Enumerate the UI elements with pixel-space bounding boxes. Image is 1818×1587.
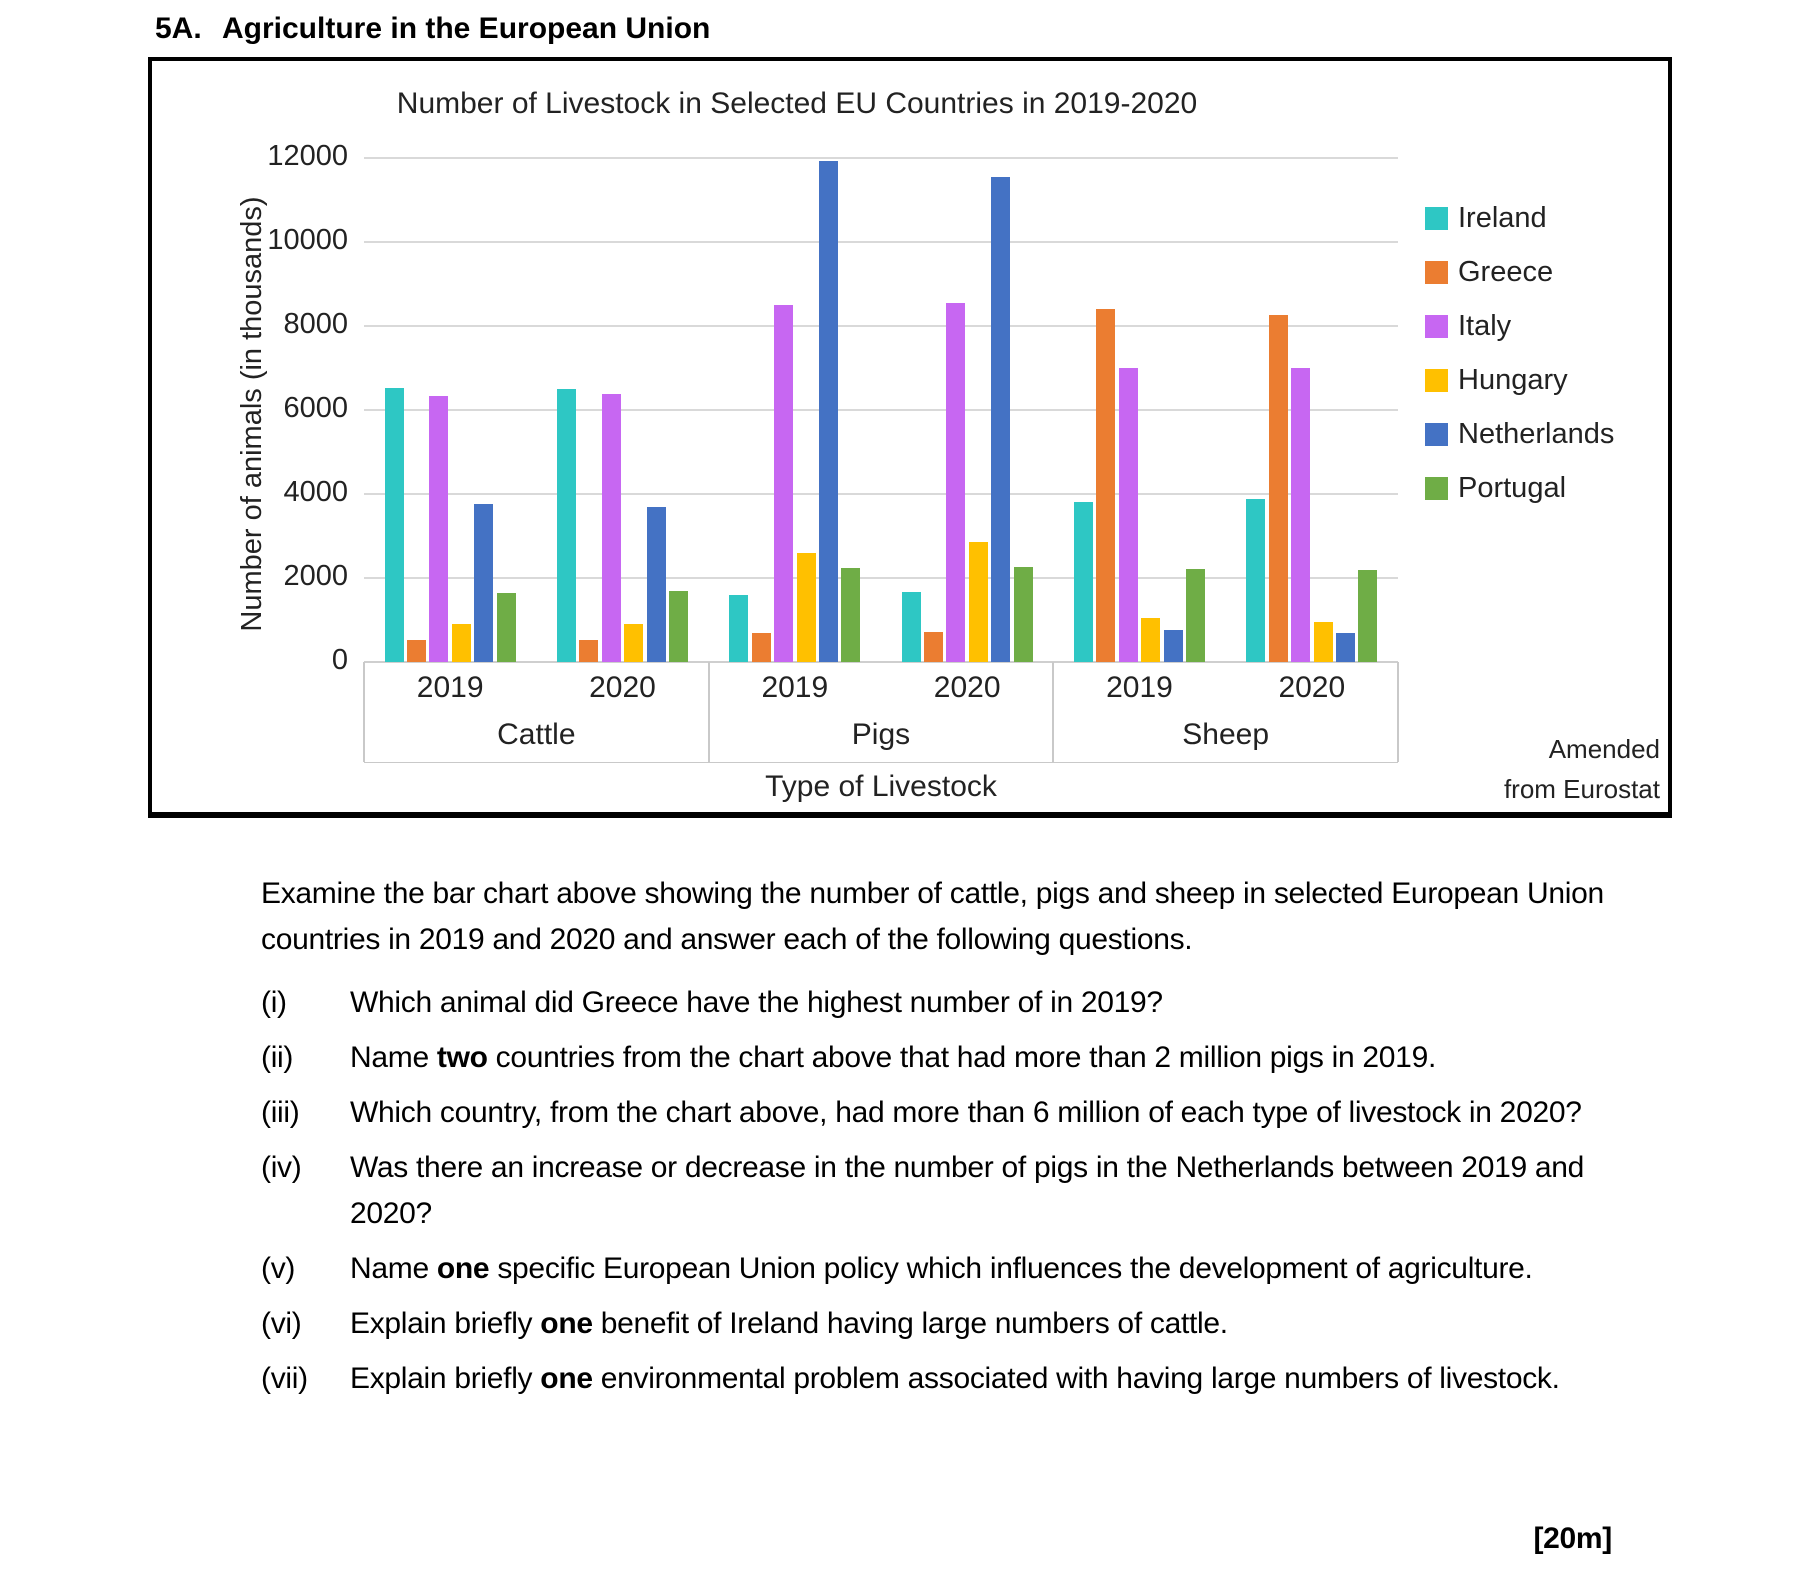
question-label: (iii)	[261, 1096, 300, 1129]
x-group-label-cattle: Cattle	[497, 718, 576, 751]
bar-greece-pigs-2019	[752, 633, 771, 662]
legend-entry-netherlands	[1425, 407, 1614, 461]
bar-hungary-sheep-2020	[1314, 622, 1333, 662]
legend-swatch-italy	[1425, 315, 1448, 338]
question-item-i	[261, 980, 1621, 1026]
question-label: (iv)	[261, 1151, 302, 1184]
question-label: (vii)	[261, 1362, 308, 1395]
bar-ireland-sheep-2020	[1246, 499, 1265, 662]
x-tick-year-sheep-2019: 2019	[1106, 671, 1173, 704]
x-tick-year-pigs-2019: 2019	[761, 671, 829, 704]
question-text: Name one specific European Union policy which influences the development of agriculture.	[350, 1252, 1533, 1285]
gridline-8000	[364, 325, 1398, 327]
gridline-10000	[364, 241, 1398, 243]
bar-netherlands-sheep-2020	[1336, 633, 1355, 662]
bar-italy-cattle-2020	[602, 394, 621, 662]
legend-swatch-portugal	[1425, 477, 1448, 500]
legend-entry-italy	[1425, 299, 1614, 353]
legend-label-ireland: Ireland	[1458, 201, 1547, 234]
legend-label-hungary: Hungary	[1458, 363, 1568, 396]
bar-portugal-sheep-2019	[1186, 569, 1205, 662]
gridline-2000	[364, 577, 1398, 579]
y-tick-label-4000: 4000	[283, 476, 348, 508]
question-block	[261, 871, 1621, 1411]
bar-greece-sheep-2019	[1096, 309, 1115, 662]
bar-portugal-cattle-2019	[497, 593, 516, 662]
bar-italy-pigs-2020	[946, 303, 965, 662]
axis-table-bottom-line	[364, 762, 1398, 763]
bar-greece-cattle-2019	[407, 640, 426, 662]
question-text: Which country, from the chart above, had more than 6 million of each type of livestock in 2020?	[350, 1096, 1582, 1129]
legend-label-greece: Greece	[1458, 255, 1554, 288]
bar-hungary-sheep-2019	[1141, 618, 1160, 662]
question-text: Name two countries from the chart above that had more than 2 million pigs in 2019.	[350, 1041, 1436, 1074]
bar-ireland-pigs-2019	[729, 595, 748, 662]
bar-portugal-sheep-2020	[1358, 570, 1377, 662]
bar-greece-cattle-2020	[579, 640, 598, 662]
gridline-0	[364, 661, 1398, 663]
legend-label-portugal: Portugal	[1458, 471, 1567, 504]
source-note-line1: Amended	[1548, 734, 1660, 764]
bar-hungary-pigs-2019	[797, 553, 816, 662]
marks-badge: [20m]	[1533, 1522, 1612, 1555]
question-item-v	[261, 1246, 1621, 1292]
question-text: Which animal did Greece have the highest number of in 2019?	[350, 986, 1163, 1019]
bar-greece-sheep-2020	[1269, 315, 1288, 662]
y-tick-label-0: 0	[331, 644, 348, 676]
bar-chart	[148, 57, 1672, 818]
gridline-12000	[364, 157, 1398, 159]
legend-label-netherlands: Netherlands	[1458, 417, 1615, 450]
question-list	[261, 980, 1621, 1402]
question-text: Was there an increase or decrease in the number of pigs in the Netherlands between 2019 and 2020?	[350, 1151, 1585, 1230]
bar-italy-cattle-2019	[429, 396, 448, 662]
question-item-iii	[261, 1090, 1621, 1136]
source-note-line2: from Eurostat	[1503, 774, 1660, 804]
question-text: Explain briefly one environmental problem associated with having large numbers of livestock.	[350, 1362, 1560, 1395]
page-title: Agriculture in the European Union	[222, 12, 711, 45]
bar-portugal-pigs-2020	[1014, 567, 1033, 662]
legend-label-italy: Italy	[1458, 309, 1512, 342]
bar-ireland-cattle-2020	[557, 389, 576, 662]
bar-netherlands-pigs-2019	[819, 161, 838, 662]
question-item-vii	[261, 1356, 1621, 1402]
x-group-label-sheep: Sheep	[1182, 718, 1270, 751]
bar-ireland-cattle-2019	[385, 388, 404, 662]
y-tick-label-8000: 8000	[283, 308, 348, 340]
legend-entry-greece	[1425, 245, 1614, 299]
question-label: (ii)	[261, 1041, 294, 1074]
legend-swatch-greece	[1425, 261, 1448, 284]
question-number: 5A.	[155, 12, 202, 45]
bar-italy-sheep-2020	[1291, 368, 1310, 662]
question-item-vi	[261, 1301, 1621, 1347]
question-label: (vi)	[261, 1307, 302, 1340]
x-axis-title: Type of Livestock	[765, 770, 997, 803]
bar-portugal-pigs-2019	[841, 568, 860, 662]
bar-hungary-cattle-2020	[624, 624, 643, 662]
y-tick-label-2000: 2000	[283, 560, 348, 592]
x-tick-year-pigs-2020: 2020	[933, 671, 1001, 704]
legend-entry-hungary	[1425, 353, 1614, 407]
bar-hungary-cattle-2019	[452, 624, 471, 662]
question-label: (i)	[261, 986, 287, 1019]
bar-italy-sheep-2019	[1119, 368, 1138, 662]
question-item-ii	[261, 1035, 1621, 1081]
chart-legend	[1425, 191, 1614, 515]
question-text: Explain briefly one benefit of Ireland having large numbers of cattle.	[350, 1307, 1228, 1340]
x-tick-year-cattle-2019: 2019	[416, 671, 484, 704]
x-tick-year-cattle-2020: 2020	[589, 671, 656, 704]
legend-entry-portugal	[1425, 461, 1614, 515]
bar-netherlands-cattle-2019	[474, 504, 493, 662]
bar-netherlands-cattle-2020	[647, 507, 666, 662]
legend-swatch-hungary	[1425, 369, 1448, 392]
legend-entry-ireland	[1425, 191, 1614, 245]
y-axis-title: Number of animals (in thousands)	[236, 196, 268, 632]
question-item-iv	[261, 1145, 1621, 1237]
y-tick-label-12000: 12000	[267, 140, 348, 172]
bar-netherlands-pigs-2020	[991, 177, 1010, 662]
intro-paragraph: Examine the bar chart above showing the number of cattle, pigs and sheep in selected European Union countries in 2019 and 2020 and answer each of the following questions.	[261, 877, 1604, 956]
bar-portugal-cattle-2020	[669, 591, 688, 662]
chart-title: Number of Livestock in Selected EU Countries in 2019-2020	[396, 87, 1198, 120]
bar-ireland-pigs-2020	[902, 592, 921, 662]
question-label: (v)	[261, 1252, 296, 1285]
y-tick-label-6000: 6000	[283, 392, 348, 424]
bar-greece-pigs-2020	[924, 632, 943, 662]
bar-hungary-pigs-2020	[969, 542, 988, 662]
x-tick-year-sheep-2020: 2020	[1278, 671, 1346, 704]
gridline-6000	[364, 409, 1398, 411]
bar-netherlands-sheep-2019	[1164, 630, 1183, 662]
gridline-4000	[364, 493, 1398, 495]
y-tick-label-10000: 10000	[267, 224, 348, 256]
legend-swatch-netherlands	[1425, 423, 1448, 446]
legend-swatch-ireland	[1425, 207, 1448, 230]
bar-italy-pigs-2019	[774, 305, 793, 662]
x-group-label-pigs: Pigs	[851, 718, 911, 751]
bar-ireland-sheep-2019	[1074, 502, 1093, 662]
source-note	[1504, 729, 1660, 809]
